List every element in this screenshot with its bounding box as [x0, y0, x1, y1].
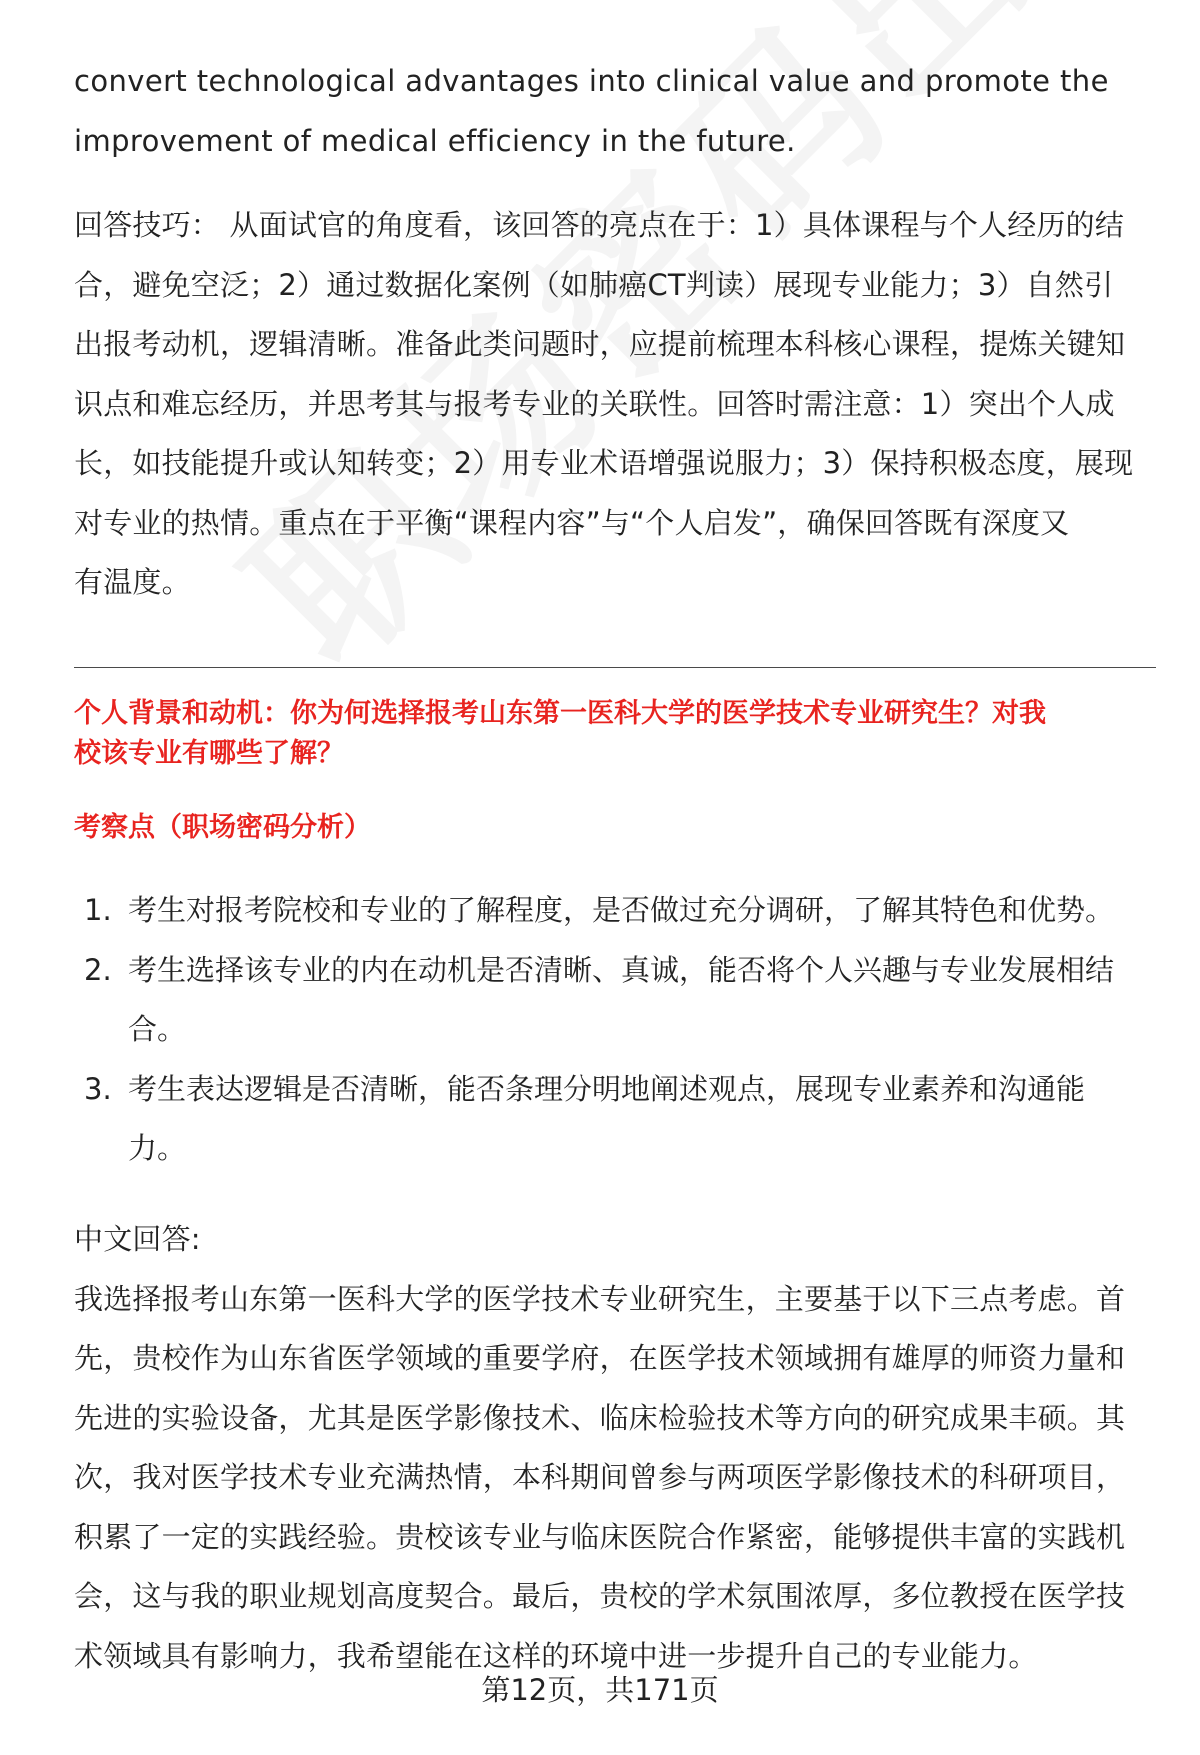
tips-line-6: 对专业的热情。重点在于平衡“课程内容”与“个人启发”，确保回答既有深度又: [74, 505, 1070, 540]
assessment-item-text: 考生选择该专业的内在动机是否清晰、真诚，能否将个人兴趣与专业发展相结: [128, 952, 1115, 987]
section-divider: [74, 667, 1156, 668]
intro-section: [74, 52, 1160, 613]
chinese-answer-line-1: 我选择报考山东第一医科大学的医学技术专业研究生，主要基于以下三点考虑。首: [74, 1281, 1126, 1316]
chinese-answer-line-3: 先进的实验设备，尤其是医学影像技术、临床检验技术等方向的研究成果丰硕。其: [74, 1400, 1126, 1435]
chinese-answer-line-6: 会，这与我的职业规划高度契合。最后，贵校的学术氛围浓厚，多位教授在医学技: [74, 1579, 1126, 1613]
chinese-answer-line-2: 先，贵校作为山东省医学领域的重要学府，在医学技术领域拥有雄厚的师资力量和: [74, 1341, 1126, 1375]
page-number-footer: 第12页，共171页: [481, 1673, 719, 1707]
chinese-answer-line-4: 次，我对医学技术专业充满热情，本科期间曾参与两项医学影像技术的科研项目，: [74, 1460, 1126, 1494]
tips-line-4: 识点和难忘经历，并思考其与报考专业的关联性。回答时需注意：1）突出个人成: [74, 386, 1115, 421]
chinese-answer-line-7: 术领域具有影响力，我希望能在这样的环境中进一步提升自己的专业能力。: [74, 1638, 1038, 1673]
assessment-item-number: 3.: [84, 1071, 112, 1106]
assessment-heading: 考察点（职场密码分析）: [74, 812, 371, 843]
assessment-item-text: 考生对报考院校和专业的了解程度，是否做过充分调研，了解其特色和优势。: [128, 893, 1115, 927]
tips-line-1: 回答技巧： 从面试官的角度看，该回答的亮点在于：1）具体课程与个人经历的结: [74, 208, 1125, 242]
question-heading: [74, 694, 1160, 774]
tips-line-5: 长，如技能提升或认知转变；2）用专业术语增强说服力；3）保持积极态度，展现: [74, 446, 1134, 480]
chinese-answer-label: 中文回答:: [74, 1222, 201, 1256]
assessment-item-1: [74, 881, 1160, 941]
question-line-2: 校该专业有哪些了解？: [74, 738, 344, 769]
assessment-item-number: 1.: [84, 893, 112, 927]
tips-line-7: 有温度。: [74, 565, 191, 599]
assessment-item-text: 合。: [128, 1012, 187, 1046]
assessment-item-text: 力。: [128, 1131, 187, 1165]
tips-line-3: 出报考动机，逻辑清晰。准备此类问题时，应提前梳理本科核心课程，提炼关键知: [74, 327, 1126, 361]
tips-line-2: 合，避免空泛；2）通过数据化案例（如肺癌CT判读）展现专业能力；3）自然引: [74, 267, 1114, 302]
assessment-item-3: [74, 1060, 1160, 1179]
question-line-1: 个人背景和动机：你为何选择报考山东第一医科大学的医学技术专业研究生？对我: [74, 698, 1046, 729]
chinese-answer-line-5: 积累了一定的实践经验。贵校该专业与临床医院合作紧密，能够提供丰富的实践机: [74, 1519, 1126, 1554]
intro-line-1: convert technological advantages into clinical value and promote the: [74, 64, 1109, 98]
chinese-answer-section: [74, 1210, 1160, 1686]
assessment-item-2: [74, 941, 1160, 1060]
intro-line-2: improvement of medical efficiency in the future.: [74, 123, 796, 158]
assessment-list: [74, 881, 1160, 1179]
assessment-item-text: 考生表达逻辑是否清晰，能否条理分明地阐述观点，展现专业素养和沟通能: [128, 1071, 1086, 1106]
assessment-item-number: 2.: [84, 952, 112, 987]
